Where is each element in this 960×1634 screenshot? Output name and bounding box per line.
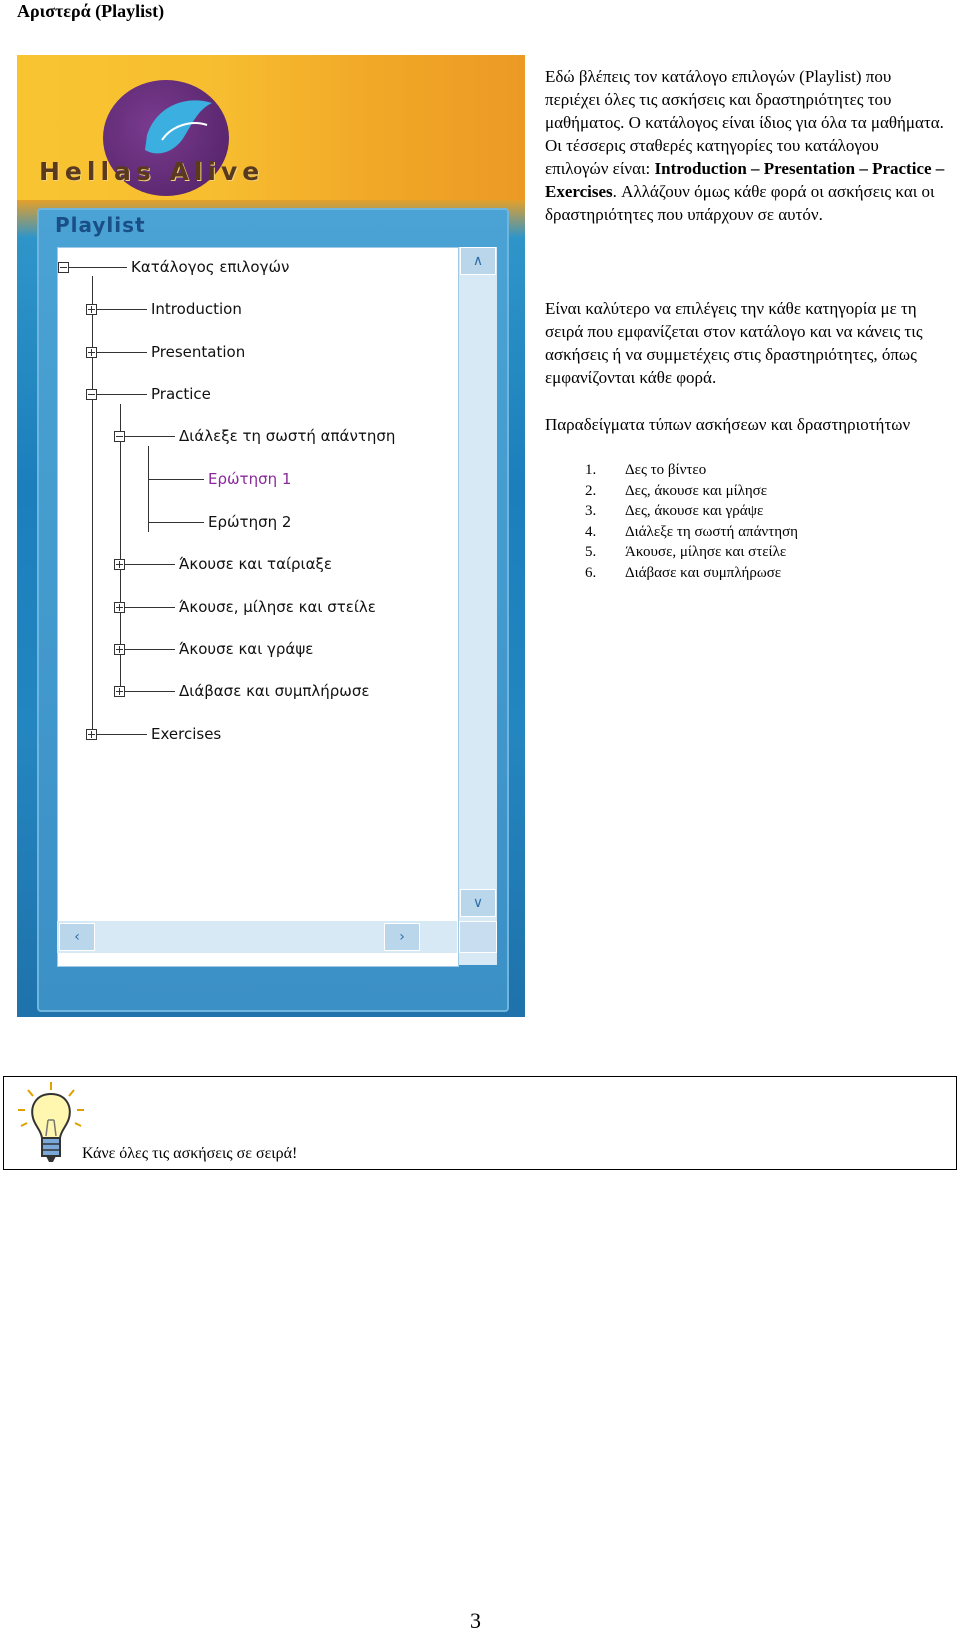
- list-number: 1.: [585, 462, 597, 478]
- playlist-tree: [57, 247, 459, 967]
- list-item: [545, 563, 925, 584]
- list-text: Διάβασε και συμπλήρωσε: [625, 564, 782, 581]
- list-text: Δες, άκουσε και μίλησε: [625, 482, 768, 499]
- tree-connector: [69, 267, 127, 268]
- tree-item-practice[interactable]: [86, 383, 211, 405]
- tree-connector: [97, 309, 147, 310]
- chevron-up-icon[interactable]: ∧: [460, 247, 496, 275]
- tree-item-label: Presentation: [151, 343, 246, 361]
- tree-item-listen-match[interactable]: [114, 553, 332, 575]
- tree-item-root[interactable]: [58, 256, 289, 278]
- list-number: 5.: [585, 544, 597, 561]
- expand-icon[interactable]: [114, 559, 125, 570]
- tree-item-listen-write[interactable]: [114, 638, 313, 660]
- list-text: Δες, άκουσε και γράψε: [625, 503, 764, 520]
- collapse-icon[interactable]: [86, 389, 97, 400]
- list-text: Διάλεξε τη σωστή απάντηση: [625, 523, 799, 540]
- tree-connector: [125, 607, 175, 608]
- horizontal-scrollbar[interactable]: [57, 921, 457, 953]
- tree-item-introduction[interactable]: [86, 298, 242, 320]
- scrollbar-corner: [459, 921, 497, 953]
- tree-item-read-fill[interactable]: [114, 680, 369, 702]
- examples-heading: Παραδείγματα τύπων ασκήσεων και δραστηριοτήτων: [545, 415, 911, 434]
- tree-item-label: Διάλεξε τη σωστή απάντηση: [179, 427, 396, 445]
- chevron-right-icon[interactable]: ›: [384, 923, 420, 951]
- vertical-scrollbar[interactable]: [459, 247, 497, 965]
- bird-icon: [137, 95, 217, 165]
- tip-box: [3, 1076, 957, 1170]
- tree-item-label: Practice: [151, 385, 211, 403]
- tree-item-choose[interactable]: [114, 425, 395, 447]
- list-text: Άκουσε, μίλησε και στείλε: [625, 544, 787, 561]
- tree-item-label: Άκουσε, μίλησε και στείλε: [179, 598, 376, 616]
- list-item: [545, 501, 925, 522]
- tree-item-label: Exercises: [151, 725, 222, 743]
- description-text: Εδώ βλέπεις τον κατάλογο επιλογών (Playlist) που περιέχει όλες τις ασκήσεις και δραστηριότητες του μαθήματος. Ο κατάλογος είναι ίδιος για όλα τα μαθήματα. Οι τέσσερις σταθερές κατηγορίες του κατάλογου επιλογών είναι:: [545, 67, 944, 178]
- list-item: [545, 460, 925, 481]
- tree-connector: [125, 436, 175, 437]
- list-number: 2.: [585, 482, 597, 499]
- app-screenshot: [17, 55, 525, 1017]
- list-item: [545, 481, 925, 502]
- collapse-icon[interactable]: [114, 431, 125, 442]
- categories-bold: Introduction – Presentation – Practice – Exercises: [545, 159, 945, 201]
- chevron-down-icon[interactable]: ∨: [460, 889, 496, 917]
- tree-item-exercises[interactable]: [86, 723, 221, 745]
- tree-connector: [125, 564, 175, 565]
- page-number: 3: [470, 1608, 481, 1633]
- list-item: [545, 522, 925, 543]
- list-number: 3.: [585, 503, 597, 520]
- description-text-end: . Αλλάζουν όμως κάθε φορά οι ασκήσεις και οι δραστηριότητες που υπάρχουν σε αυτόν.: [545, 182, 935, 224]
- tree-item-question-1[interactable]: [148, 468, 291, 490]
- tree-item-label: Κατάλογος επιλογών: [131, 258, 290, 276]
- chevron-left-icon[interactable]: ‹: [59, 923, 95, 951]
- playlist-title: Playlist: [55, 213, 146, 237]
- tree-connector: [125, 691, 175, 692]
- tree-item-label: Introduction: [151, 300, 242, 318]
- description-paragraph: [545, 65, 945, 226]
- examples-list: [545, 460, 925, 584]
- tree-item-label: Ερώτηση 1: [208, 470, 292, 488]
- brand-logo-text: Hellas Alive: [39, 157, 265, 186]
- tree-item-label: Διάβασε και συμπλήρωσε: [179, 682, 370, 700]
- tree-connector: [148, 522, 204, 523]
- list-text: Δες το βίντεο: [625, 462, 707, 478]
- tree-item-label: Άκουσε και ταίριαξε: [179, 555, 332, 573]
- tree-item-presentation[interactable]: [86, 341, 245, 363]
- expand-icon[interactable]: [114, 644, 125, 655]
- advice-paragraph: Είναι καλύτερο να επιλέγεις την κάθε κατηγορία με τη σειρά που εμφανίζεται στον κατάλογο και να κάνεις τις ασκήσεις ή να συμμετέχεις στις δραστηριότητες, όπως εμφανίζονται κάθε φορά.: [545, 299, 923, 387]
- page-heading: Αριστερά (Playlist): [17, 1, 165, 21]
- tree-connector: [97, 352, 147, 353]
- tree-connector: [148, 479, 204, 480]
- tree-item-listen-speak-send[interactable]: [114, 596, 376, 618]
- tree-item-question-2[interactable]: [148, 511, 291, 533]
- expand-icon[interactable]: [86, 729, 97, 740]
- expand-icon[interactable]: [114, 602, 125, 613]
- tree-connector: [125, 649, 175, 650]
- expand-icon[interactable]: [86, 347, 97, 358]
- tip-text: Κάνε όλες τις ασκήσεις σε σειρά!: [82, 1145, 298, 1162]
- tree-item-label: Ερώτηση 2: [208, 513, 292, 531]
- tree-connector: [97, 394, 147, 395]
- list-number: 4.: [585, 523, 597, 540]
- tree-connector: [97, 734, 147, 735]
- list-number: 6.: [585, 564, 597, 581]
- collapse-icon[interactable]: [58, 262, 69, 273]
- lightbulb-icon: [16, 1080, 86, 1166]
- tree-item-label: Άκουσε και γράψε: [179, 640, 314, 658]
- expand-icon[interactable]: [86, 304, 97, 315]
- list-item: [545, 542, 925, 563]
- expand-icon[interactable]: [114, 686, 125, 697]
